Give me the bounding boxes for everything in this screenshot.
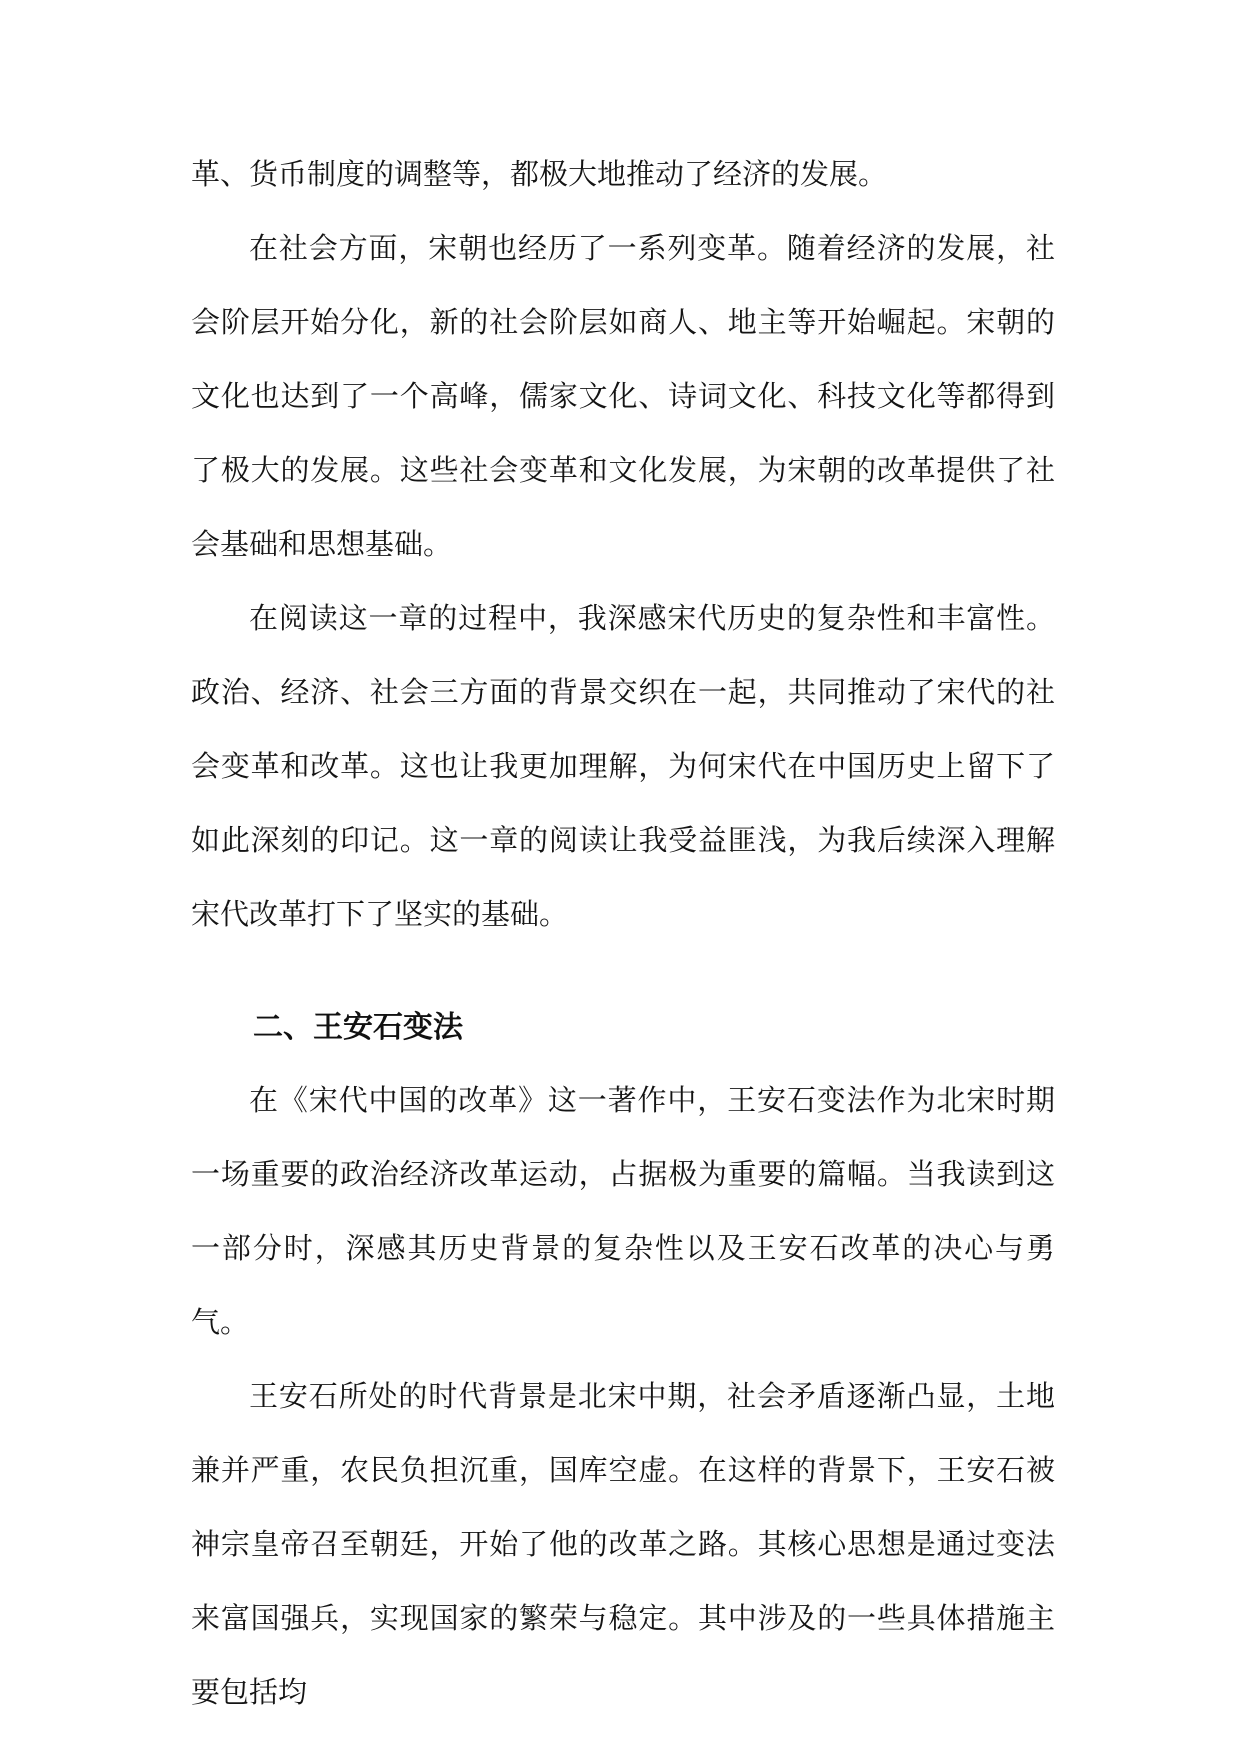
paragraph-social-aspect: 在社会方面，宋朝也经历了一系列变革。随着经济的发展，社会阶层开始分化，新的社会阶层如商人、地主等开始崛起。宋朝的文化也达到了一个高峰，儒家文化、诗词文化、科技文化等都得到了极大的发展。这些社会变革和文化发展，为宋朝的改革提供了社会基础和思想基础。	[191, 231, 1055, 561]
paragraph-wang-anshi-background: 王安石所处的时代背景是北宋中期，社会矛盾逐渐凸显，土地兼并严重，农民负担沉重，国库空虚。在这样的背景下，王安石被神宗皇帝召至朝廷，开始了他的改革之路。其核心思想是通过变法来富国强兵，实现国家的繁荣与稳定。其中涉及的一些具体措施主要包括均	[191, 1379, 1055, 1709]
document-body	[191, 137, 1055, 1729]
paragraph-wang-anshi-intro: 在《宋代中国的改革》这一著作中，王安石变法作为北宋时期一场重要的政治经济改革运动，占据极为重要的篇幅。当我读到这一部分时，深感其历史背景的复杂性以及王安石改革的决心与勇气。	[191, 1083, 1055, 1339]
section-heading: 二、王安石变法	[253, 1010, 463, 1045]
paragraph-continued: 革、货币制度的调整等，都极大地推动了经济的发展。	[191, 157, 888, 191]
paragraph-reading-reflection: 在阅读这一章的过程中，我深感宋代历史的复杂性和丰富性。政治、经济、社会三方面的背景交织在一起，共同推动了宋代的社会变革和改革。这也让我更加理解，为何宋代在中国历史上留下了如此深刻的印记。这一章的阅读让我受益匪浅，为我后续深入理解宋代改革打下了坚实的基础。	[191, 601, 1055, 931]
